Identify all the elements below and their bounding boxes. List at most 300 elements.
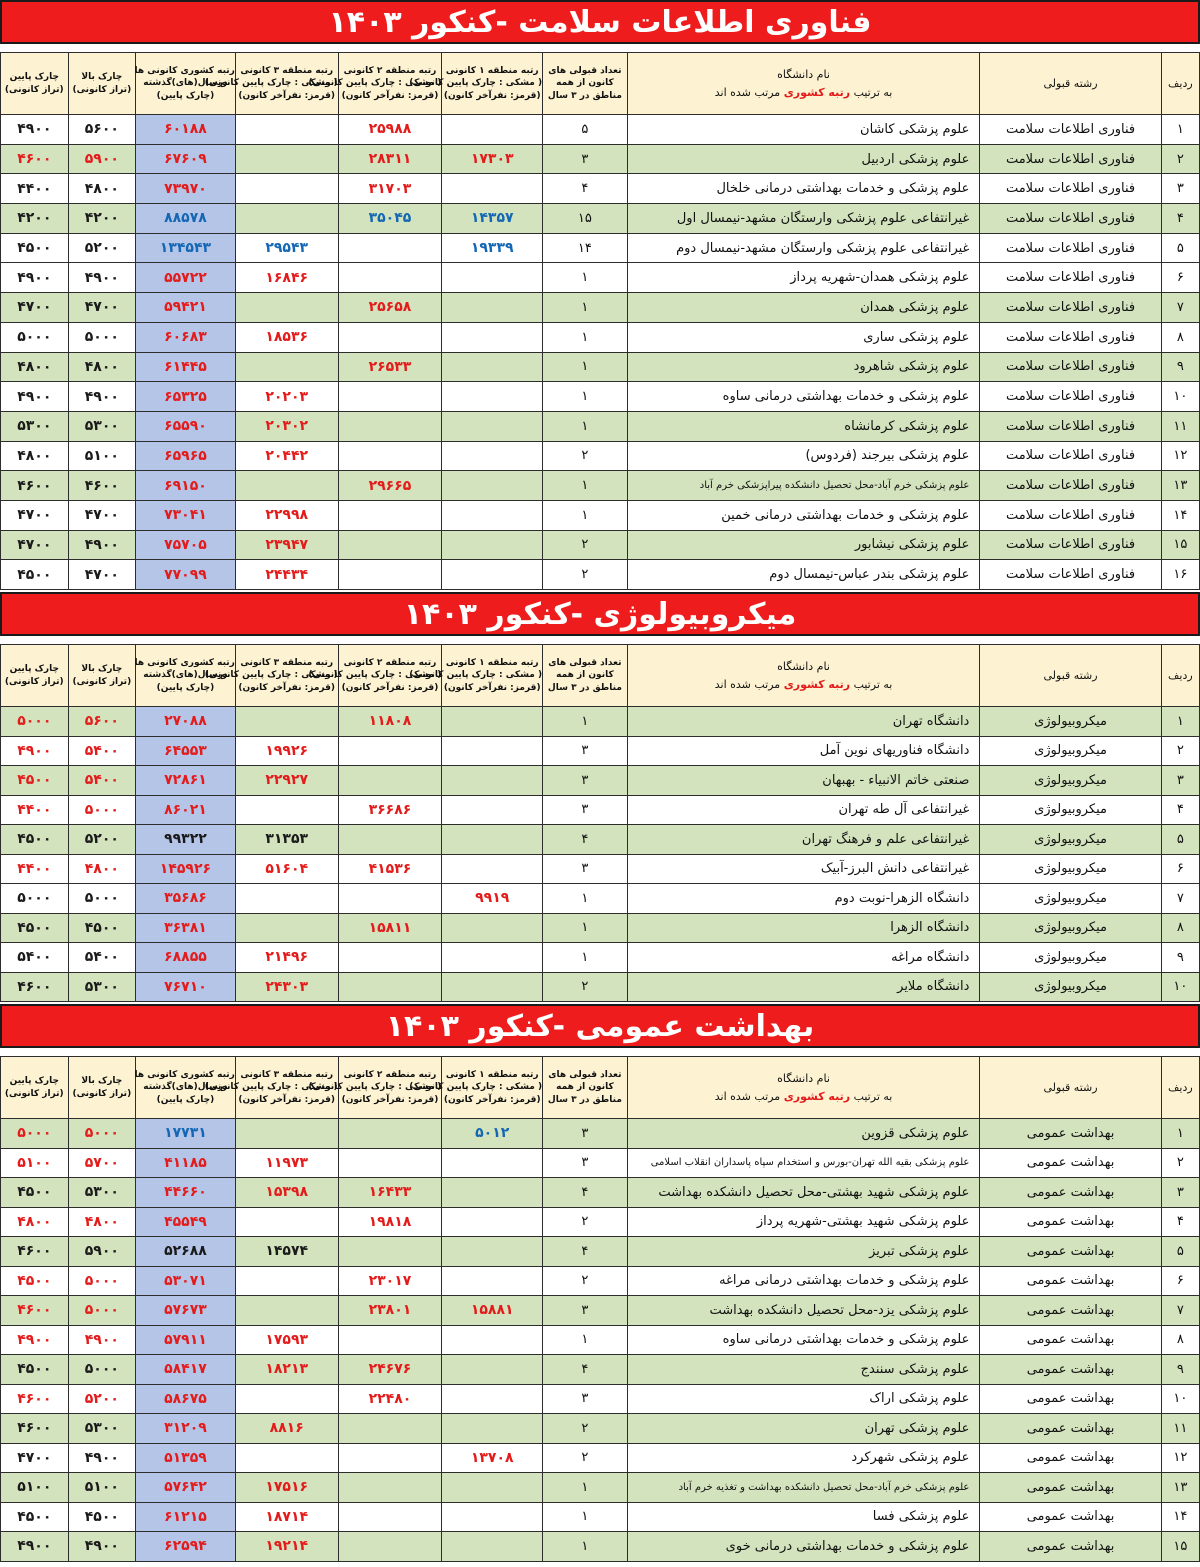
field-name-cell: بهداشت عمومی bbox=[980, 1532, 1161, 1562]
national-rank-cell: ۶۸۸۵۵ bbox=[136, 943, 236, 973]
table-row bbox=[1, 854, 1200, 884]
table-row bbox=[1, 1384, 1200, 1414]
rank-region-2-cell: ۲۵۶۵۸ bbox=[338, 293, 442, 323]
header-university-part: به ترتیب bbox=[853, 85, 893, 99]
rank-region-2-cell bbox=[338, 1414, 442, 1444]
header-national-rank-line: (چارک پایین) bbox=[156, 682, 215, 693]
lower-quartile-cell: ۵۴۰۰ bbox=[1, 943, 69, 973]
rank-region-1-cell bbox=[442, 1266, 543, 1296]
university-name-cell: غیرانتفاعی علوم پزشکی وارستگان مشهد-نیمسال اول bbox=[627, 204, 980, 234]
rank-region-3-cell: ۲۳۹۴۷ bbox=[235, 530, 338, 560]
table-row bbox=[1, 825, 1200, 855]
national-rank-cell: ۶۵۹۶۵ bbox=[136, 441, 236, 471]
row-number-cell: ۹ bbox=[1161, 943, 1199, 973]
lower-quartile-cell: ۵۰۰۰ bbox=[1, 1119, 69, 1149]
header-lower-quartile bbox=[1, 645, 69, 707]
upper-quartile-cell: ۴۵۰۰ bbox=[68, 1502, 136, 1532]
rank-region-3-cell: ۱۸۲۱۳ bbox=[235, 1355, 338, 1385]
rank-region-2-cell bbox=[338, 972, 442, 1002]
acceptance-count-cell: ۱ bbox=[543, 943, 628, 973]
header-national-rank-line: (چارک پایین) bbox=[156, 90, 215, 101]
university-name-cell: علوم پزشکی بقیه الله تهران-بورس و استخدام سپاه پاسداران انقلاب اسلامی bbox=[627, 1148, 980, 1178]
field-name-cell: فناوری اطلاعات سلامت bbox=[980, 174, 1161, 204]
header-rank-region-3-line: رتبه منطقه ۳ کانونی bbox=[240, 657, 334, 668]
rank-region-3-cell bbox=[235, 204, 338, 234]
table-row bbox=[1, 795, 1200, 825]
header-national-rank-line: رتبه کشوری کانونی ها bbox=[134, 1069, 235, 1080]
national-rank-cell: ۶۲۵۹۴ bbox=[136, 1532, 236, 1562]
header-lower-quartile-line: چارک پایین bbox=[9, 663, 59, 674]
header-upper-quartile-line: چارک بالا bbox=[81, 663, 123, 674]
rank-region-1-cell bbox=[442, 560, 543, 590]
section-gap bbox=[0, 44, 1200, 52]
upper-quartile-cell: ۵۹۰۰ bbox=[68, 144, 136, 174]
rank-region-3-cell bbox=[235, 1266, 338, 1296]
lower-quartile-cell: ۴۹۰۰ bbox=[1, 1325, 69, 1355]
lower-quartile-cell: ۴۶۰۰ bbox=[1, 1296, 69, 1326]
rank-region-1-cell bbox=[442, 411, 543, 441]
row-number-cell: ۱۲ bbox=[1161, 1443, 1199, 1473]
header-radif bbox=[1161, 53, 1199, 115]
national-rank-cell: ۶۵۵۹۰ bbox=[136, 411, 236, 441]
acceptance-count-cell: ۳ bbox=[543, 766, 628, 796]
rank-region-1-cell bbox=[442, 825, 543, 855]
upper-quartile-cell: ۵۶۰۰ bbox=[68, 115, 136, 145]
header-reshte bbox=[980, 1057, 1161, 1119]
row-number-cell: ۹ bbox=[1161, 352, 1199, 382]
row-number-cell: ۱۵ bbox=[1161, 530, 1199, 560]
field-name-cell: میکروبیولوژی bbox=[980, 854, 1161, 884]
row-number-cell: ۷ bbox=[1161, 293, 1199, 323]
rank-region-1-cell: ۱۷۳۰۳ bbox=[442, 144, 543, 174]
row-number-cell: ۸ bbox=[1161, 1325, 1199, 1355]
section-gap bbox=[0, 636, 1200, 644]
lower-quartile-cell: ۴۶۰۰ bbox=[1, 471, 69, 501]
university-name-cell: غیرانتفاعی علم و فرهنگ تهران bbox=[627, 825, 980, 855]
acceptance-count-cell: ۱ bbox=[543, 471, 628, 501]
rank-region-3-cell: ۱۹۲۱۴ bbox=[235, 1532, 338, 1562]
table-row bbox=[1, 1532, 1200, 1562]
rank-region-1-cell bbox=[442, 441, 543, 471]
university-name-cell: علوم پزشکی شهید بهشتی-شهریه پرداز bbox=[627, 1207, 980, 1237]
lower-quartile-cell: ۴۸۰۰ bbox=[1, 1207, 69, 1237]
university-name-cell: علوم پزشکی شهرکرد bbox=[627, 1443, 980, 1473]
header-rank-region-3 bbox=[204, 645, 338, 707]
lower-quartile-cell: ۴۷۰۰ bbox=[1, 530, 69, 560]
table-row bbox=[1, 1355, 1200, 1385]
header-rank-region-1 bbox=[409, 645, 543, 707]
upper-quartile-cell: ۴۵۰۰ bbox=[68, 913, 136, 943]
field-name-cell: میکروبیولوژی bbox=[980, 736, 1161, 766]
rank-region-1-cell bbox=[442, 1237, 543, 1267]
rank-region-1-cell bbox=[442, 174, 543, 204]
field-name-cell: فناوری اطلاعات سلامت bbox=[980, 293, 1161, 323]
rank-region-3-cell: ۲۲۹۹۸ bbox=[235, 500, 338, 530]
field-name-cell: بهداشت عمومی bbox=[980, 1266, 1161, 1296]
acceptance-count-cell: ۱ bbox=[543, 500, 628, 530]
rank-region-3-cell: ۲۱۴۹۶ bbox=[235, 943, 338, 973]
lower-quartile-cell: ۴۵۰۰ bbox=[1, 825, 69, 855]
rank-region-1-cell bbox=[442, 1473, 543, 1503]
national-rank-cell: ۱۷۷۳۱ bbox=[136, 1119, 236, 1149]
lower-quartile-cell: ۴۴۰۰ bbox=[1, 174, 69, 204]
rank-region-1-cell bbox=[442, 972, 543, 1002]
rank-region-1-cell bbox=[442, 293, 543, 323]
rank-region-3-cell: ۲۰۴۴۲ bbox=[235, 441, 338, 471]
acceptance-count-cell: ۱ bbox=[543, 263, 628, 293]
rank-region-2-cell: ۱۶۴۳۳ bbox=[338, 1178, 442, 1208]
upper-quartile-cell: ۵۱۰۰ bbox=[68, 1473, 136, 1503]
rank-region-1-cell bbox=[442, 1148, 543, 1178]
header-rank-region-1-line: ( مشکی : چارک پایین کانونی) bbox=[409, 78, 543, 89]
rank-region-3-cell: ۱۹۹۲۶ bbox=[235, 736, 338, 766]
rank-region-2-cell: ۴۱۵۳۶ bbox=[338, 854, 442, 884]
field-name-cell: فناوری اطلاعات سلامت bbox=[980, 441, 1161, 471]
rank-region-3-cell: ۱۴۵۷۴ bbox=[235, 1237, 338, 1267]
header-lower-quartile bbox=[1, 1057, 69, 1119]
lower-quartile-cell: ۴۴۰۰ bbox=[1, 854, 69, 884]
table-row bbox=[1, 1119, 1200, 1149]
rank-region-3-cell bbox=[235, 1207, 338, 1237]
rank-region-2-cell: ۳۱۷۰۳ bbox=[338, 174, 442, 204]
lower-quartile-cell: ۴۷۰۰ bbox=[1, 500, 69, 530]
header-rank-region-2-line: (قرمز: نفرآخر کانون) bbox=[341, 1094, 439, 1105]
row-number-cell: ۱۱ bbox=[1161, 1414, 1199, 1444]
lower-quartile-cell: ۴۶۰۰ bbox=[1, 972, 69, 1002]
university-name-cell: علوم پزشکی و خدمات بهداشتی درمانی ساوه bbox=[627, 1325, 980, 1355]
field-name-cell: بهداشت عمومی bbox=[980, 1473, 1161, 1503]
table-row bbox=[1, 560, 1200, 590]
table-row bbox=[1, 293, 1200, 323]
section-gap bbox=[0, 1048, 1200, 1056]
rank-region-3-cell bbox=[235, 884, 338, 914]
header-reshte bbox=[980, 645, 1161, 707]
lower-quartile-cell: ۴۴۰۰ bbox=[1, 795, 69, 825]
national-rank-cell: ۵۳۰۷۱ bbox=[136, 1266, 236, 1296]
header-count bbox=[543, 1057, 628, 1119]
header-rank-region-2 bbox=[308, 1057, 442, 1119]
rank-region-1-cell: ۱۵۸۸۱ bbox=[442, 1296, 543, 1326]
rank-region-2-cell: ۱۱۸۰۸ bbox=[338, 707, 442, 737]
row-number-cell: ۵ bbox=[1161, 825, 1199, 855]
lower-quartile-cell: ۴۶۰۰ bbox=[1, 1237, 69, 1267]
lower-quartile-cell: ۴۵۰۰ bbox=[1, 766, 69, 796]
upper-quartile-cell: ۵۰۰۰ bbox=[68, 1119, 136, 1149]
rank-region-2-cell bbox=[338, 884, 442, 914]
header-upper-quartile bbox=[68, 645, 136, 707]
rank-region-3-cell: ۲۰۲۰۳ bbox=[235, 382, 338, 412]
header-national-rank-line: درسال(های)گذشته bbox=[143, 1082, 228, 1093]
national-rank-cell: ۵۱۳۵۹ bbox=[136, 1443, 236, 1473]
header-national-rank bbox=[136, 645, 236, 707]
upper-quartile-cell: ۵۰۰۰ bbox=[68, 884, 136, 914]
lower-quartile-cell: ۴۵۰۰ bbox=[1, 233, 69, 263]
national-rank-cell: ۶۰۶۸۳ bbox=[136, 322, 236, 352]
rank-region-2-cell bbox=[338, 233, 442, 263]
rank-region-1-cell bbox=[442, 115, 543, 145]
header-university-line2 bbox=[628, 1088, 980, 1106]
lower-quartile-cell: ۵۰۰۰ bbox=[1, 322, 69, 352]
university-name-cell: علوم پزشکی خرم آباد-محل تحصیل دانشکده پیراپزشکی خرم آباد bbox=[627, 471, 980, 501]
lower-quartile-cell: ۴۶۰۰ bbox=[1, 144, 69, 174]
field-name-cell: بهداشت عمومی bbox=[980, 1414, 1161, 1444]
national-rank-cell: ۵۷۶۴۲ bbox=[136, 1473, 236, 1503]
acceptance-count-cell: ۱ bbox=[543, 1502, 628, 1532]
header-upper-quartile-line: چارک بالا bbox=[81, 71, 123, 82]
acceptance-count-cell: ۲ bbox=[543, 1207, 628, 1237]
university-name-cell: علوم پزشکی و خدمات بهداشتی درمانی مراغه bbox=[627, 1266, 980, 1296]
section-title-banner: فناوری اطلاعات سلامت -کنکور ۱۴۰۳ bbox=[0, 0, 1200, 44]
national-rank-cell: ۳۵۶۸۶ bbox=[136, 884, 236, 914]
row-number-cell: ۸ bbox=[1161, 913, 1199, 943]
field-name-cell: بهداشت عمومی bbox=[980, 1325, 1161, 1355]
row-number-cell: ۱۰ bbox=[1161, 1384, 1199, 1414]
header-rank-region-3-line: (قرمز: نفرآخر کانون) bbox=[238, 90, 336, 101]
upper-quartile-cell: ۵۳۰۰ bbox=[68, 1414, 136, 1444]
header-national-rank-line: درسال(های)گذشته bbox=[143, 670, 228, 681]
acceptance-count-cell: ۱۴ bbox=[543, 233, 628, 263]
rank-region-1-cell bbox=[442, 1384, 543, 1414]
row-number-cell: ۱۱ bbox=[1161, 411, 1199, 441]
national-rank-cell: ۷۳۹۷۰ bbox=[136, 174, 236, 204]
rank-region-3-cell: ۱۱۹۷۳ bbox=[235, 1148, 338, 1178]
lower-quartile-cell: ۴۶۰۰ bbox=[1, 1384, 69, 1414]
upper-quartile-cell: ۵۳۰۰ bbox=[68, 972, 136, 1002]
field-name-cell: بهداشت عمومی bbox=[980, 1296, 1161, 1326]
header-radif bbox=[1161, 1057, 1199, 1119]
national-rank-cell: ۴۴۶۶۰ bbox=[136, 1178, 236, 1208]
header-radif-line: ردیف bbox=[1168, 668, 1193, 682]
university-name-cell: علوم پزشکی همدان-شهریه پرداز bbox=[627, 263, 980, 293]
upper-quartile-cell: ۵۹۰۰ bbox=[68, 1237, 136, 1267]
rank-region-2-cell bbox=[338, 263, 442, 293]
rank-region-3-cell bbox=[235, 293, 338, 323]
lower-quartile-cell: ۴۹۰۰ bbox=[1, 1532, 69, 1562]
acceptance-count-cell: ۱ bbox=[543, 1325, 628, 1355]
header-count bbox=[543, 53, 628, 115]
upper-quartile-cell: ۵۱۰۰ bbox=[68, 441, 136, 471]
university-name-cell: غیرانتفاعی دانش البرز-آبیک bbox=[627, 854, 980, 884]
table-row bbox=[1, 1414, 1200, 1444]
rank-region-3-cell: ۱۵۳۹۸ bbox=[235, 1178, 338, 1208]
table-row bbox=[1, 144, 1200, 174]
university-name-cell: علوم پزشکی همدان bbox=[627, 293, 980, 323]
header-lower-quartile-line: چارک پایین bbox=[9, 71, 59, 82]
rank-region-2-cell bbox=[338, 441, 442, 471]
rank-region-2-cell: ۲۲۴۸۰ bbox=[338, 1384, 442, 1414]
rank-region-2-cell bbox=[338, 382, 442, 412]
university-name-cell: علوم پزشکی تهران bbox=[627, 1414, 980, 1444]
upper-quartile-cell: ۴۹۰۰ bbox=[68, 1325, 136, 1355]
row-number-cell: ۳ bbox=[1161, 766, 1199, 796]
table-row bbox=[1, 411, 1200, 441]
table-row bbox=[1, 943, 1200, 973]
upper-quartile-cell: ۴۸۰۰ bbox=[68, 174, 136, 204]
header-rank-region-1-line: ( مشکی : چارک پایین کانونی) bbox=[409, 1082, 543, 1093]
field-name-cell: بهداشت عمومی bbox=[980, 1355, 1161, 1385]
lower-quartile-cell: ۵۰۰۰ bbox=[1, 707, 69, 737]
university-name-cell: علوم پزشکی قزوین bbox=[627, 1119, 980, 1149]
rank-region-3-cell: ۱۸۵۳۶ bbox=[235, 322, 338, 352]
row-number-cell: ۷ bbox=[1161, 1296, 1199, 1326]
table-row bbox=[1, 530, 1200, 560]
header-university-part: رتبه کشوری bbox=[783, 85, 851, 99]
table-row bbox=[1, 471, 1200, 501]
national-rank-cell: ۷۳۰۴۱ bbox=[136, 500, 236, 530]
lower-quartile-cell: ۴۹۰۰ bbox=[1, 115, 69, 145]
ranking-table bbox=[0, 1056, 1200, 1562]
header-rank-region-2-line: ( مشکی : چارک پایین کانونی) bbox=[308, 670, 442, 681]
header-rank-region-2-line: رتبه منطقه ۲ کانونی bbox=[343, 1069, 437, 1080]
header-rank-region-1-line: ( مشکی : چارک پایین کانونی) bbox=[409, 670, 543, 681]
university-name-cell: علوم پزشکی اراک bbox=[627, 1384, 980, 1414]
lower-quartile-cell: ۴۹۰۰ bbox=[1, 382, 69, 412]
university-name-cell: علوم پزشکی کرمانشاه bbox=[627, 411, 980, 441]
rank-region-3-cell bbox=[235, 1443, 338, 1473]
acceptance-count-cell: ۲ bbox=[543, 560, 628, 590]
field-name-cell: بهداشت عمومی bbox=[980, 1178, 1161, 1208]
acceptance-count-cell: ۱ bbox=[543, 322, 628, 352]
header-university-part: رتبه کشوری bbox=[783, 677, 851, 691]
row-number-cell: ۱ bbox=[1161, 1119, 1199, 1149]
national-rank-cell: ۴۵۵۴۹ bbox=[136, 1207, 236, 1237]
acceptance-count-cell: ۳ bbox=[543, 1148, 628, 1178]
national-rank-cell: ۷۲۸۶۱ bbox=[136, 766, 236, 796]
rank-region-2-cell bbox=[338, 500, 442, 530]
header-university-line2 bbox=[628, 676, 980, 694]
university-name-cell: علوم پزشکی یزد-محل تحصیل دانشکده بهداشت bbox=[627, 1296, 980, 1326]
rank-region-3-cell: ۳۱۳۵۳ bbox=[235, 825, 338, 855]
header-lower-quartile bbox=[1, 53, 69, 115]
upper-quartile-cell: ۴۸۰۰ bbox=[68, 1207, 136, 1237]
rank-region-1-cell bbox=[442, 943, 543, 973]
acceptance-count-cell: ۴ bbox=[543, 1178, 628, 1208]
row-number-cell: ۶ bbox=[1161, 854, 1199, 884]
table-row bbox=[1, 441, 1200, 471]
university-name-cell: علوم پزشکی و خدمات بهداشتی درمانی ساوه bbox=[627, 382, 980, 412]
header-row bbox=[1, 53, 1200, 115]
header-rank-region-3-line: ( مشکی : چارک پایین کانونی) bbox=[204, 670, 338, 681]
rank-region-2-cell bbox=[338, 736, 442, 766]
row-number-cell: ۲ bbox=[1161, 736, 1199, 766]
header-radif-line: ردیف bbox=[1168, 1080, 1193, 1094]
header-university-part: مرتب شده اند bbox=[714, 1089, 781, 1103]
table-row bbox=[1, 1473, 1200, 1503]
upper-quartile-cell: ۴۷۰۰ bbox=[68, 500, 136, 530]
rank-region-2-cell: ۲۸۳۱۱ bbox=[338, 144, 442, 174]
field-name-cell: میکروبیولوژی bbox=[980, 707, 1161, 737]
lower-quartile-cell: ۴۹۰۰ bbox=[1, 736, 69, 766]
acceptance-count-cell: ۲ bbox=[543, 441, 628, 471]
field-name-cell: میکروبیولوژی bbox=[980, 766, 1161, 796]
header-rank-region-2 bbox=[308, 645, 442, 707]
acceptance-count-cell: ۱۵ bbox=[543, 204, 628, 234]
upper-quartile-cell: ۵۲۰۰ bbox=[68, 825, 136, 855]
rank-region-1-cell: ۱۴۳۵۷ bbox=[442, 204, 543, 234]
lower-quartile-cell: ۴۵۰۰ bbox=[1, 1502, 69, 1532]
rank-region-1-cell bbox=[442, 352, 543, 382]
national-rank-cell: ۶۱۴۴۵ bbox=[136, 352, 236, 382]
lower-quartile-cell: ۴۲۰۰ bbox=[1, 204, 69, 234]
rank-region-2-cell bbox=[338, 766, 442, 796]
acceptance-count-cell: ۱ bbox=[543, 1473, 628, 1503]
lower-quartile-cell: ۴۸۰۰ bbox=[1, 352, 69, 382]
national-rank-cell: ۵۲۶۸۸ bbox=[136, 1237, 236, 1267]
header-lower-quartile-line: (تراز کانونی) bbox=[4, 84, 64, 95]
header-count bbox=[543, 645, 628, 707]
rank-region-3-cell bbox=[235, 352, 338, 382]
header-upper-quartile-line: چارک بالا bbox=[81, 1075, 123, 1086]
lower-quartile-cell: ۴۵۰۰ bbox=[1, 913, 69, 943]
field-name-cell: فناوری اطلاعات سلامت bbox=[980, 382, 1161, 412]
rank-region-3-cell bbox=[235, 1384, 338, 1414]
header-rank-region-2-line: رتبه منطقه ۲ کانونی bbox=[343, 657, 437, 668]
header-university-line2 bbox=[628, 84, 980, 102]
university-name-cell: دانشگاه الزهرا-نوبت دوم bbox=[627, 884, 980, 914]
header-lower-quartile-line: (تراز کانونی) bbox=[4, 676, 64, 687]
header-university-line1: نام دانشگاه bbox=[777, 67, 830, 81]
rank-region-3-cell bbox=[235, 795, 338, 825]
rank-region-1-cell bbox=[442, 382, 543, 412]
rank-region-2-cell bbox=[338, 1443, 442, 1473]
acceptance-count-cell: ۳ bbox=[543, 854, 628, 884]
table-row bbox=[1, 1325, 1200, 1355]
header-university-part: مرتب شده اند bbox=[714, 85, 781, 99]
rank-region-2-cell bbox=[338, 1502, 442, 1532]
header-national-rank-line: رتبه کشوری کانونی ها bbox=[134, 65, 235, 76]
header-rank-region-1 bbox=[409, 53, 543, 115]
row-number-cell: ۴ bbox=[1161, 795, 1199, 825]
header-university bbox=[627, 53, 980, 115]
upper-quartile-cell: ۵۷۰۰ bbox=[68, 1148, 136, 1178]
upper-quartile-cell: ۵۴۰۰ bbox=[68, 766, 136, 796]
acceptance-count-cell: ۵ bbox=[543, 115, 628, 145]
header-university bbox=[627, 1057, 980, 1119]
rank-region-1-cell bbox=[442, 1502, 543, 1532]
rank-region-1-cell: ۵۰۱۲ bbox=[442, 1119, 543, 1149]
header-rank-region-2-line: ( مشکی : چارک پایین کانونی) bbox=[308, 78, 442, 89]
acceptance-count-cell: ۱ bbox=[543, 707, 628, 737]
table-row bbox=[1, 913, 1200, 943]
acceptance-count-cell: ۳ bbox=[543, 1119, 628, 1149]
field-name-cell: فناوری اطلاعات سلامت bbox=[980, 144, 1161, 174]
national-rank-cell: ۵۸۶۷۵ bbox=[136, 1384, 236, 1414]
university-name-cell: علوم پزشکی شهید بهشتی-محل تحصیل دانشکده بهداشت bbox=[627, 1178, 980, 1208]
header-rank-region-1-line: رتبه منطقه ۱ کانونی bbox=[445, 1069, 539, 1080]
university-name-cell: علوم پزشکی شاهرود bbox=[627, 352, 980, 382]
rank-region-1-cell bbox=[442, 1207, 543, 1237]
rank-region-1-cell: ۹۹۱۹ bbox=[442, 884, 543, 914]
lower-quartile-cell: ۴۸۰۰ bbox=[1, 441, 69, 471]
header-count-line: تعداد قبولی های کانون از همه مناطق در ۳ سال bbox=[547, 657, 622, 693]
table-row bbox=[1, 382, 1200, 412]
upper-quartile-cell: ۵۲۰۰ bbox=[68, 233, 136, 263]
upper-quartile-cell: ۴۷۰۰ bbox=[68, 560, 136, 590]
table-row bbox=[1, 1296, 1200, 1326]
rank-region-1-cell bbox=[442, 263, 543, 293]
row-number-cell: ۶ bbox=[1161, 1266, 1199, 1296]
header-upper-quartile-line: (تراز کانونی) bbox=[72, 676, 132, 687]
field-name-cell: فناوری اطلاعات سلامت bbox=[980, 530, 1161, 560]
section-3 bbox=[0, 1004, 1200, 1562]
upper-quartile-cell: ۴۷۰۰ bbox=[68, 293, 136, 323]
rank-region-1-cell bbox=[442, 1325, 543, 1355]
rank-region-1-cell bbox=[442, 1178, 543, 1208]
rank-region-1-cell bbox=[442, 500, 543, 530]
upper-quartile-cell: ۵۰۰۰ bbox=[68, 1296, 136, 1326]
field-name-cell: فناوری اطلاعات سلامت bbox=[980, 500, 1161, 530]
lower-quartile-cell: ۴۵۰۰ bbox=[1, 560, 69, 590]
